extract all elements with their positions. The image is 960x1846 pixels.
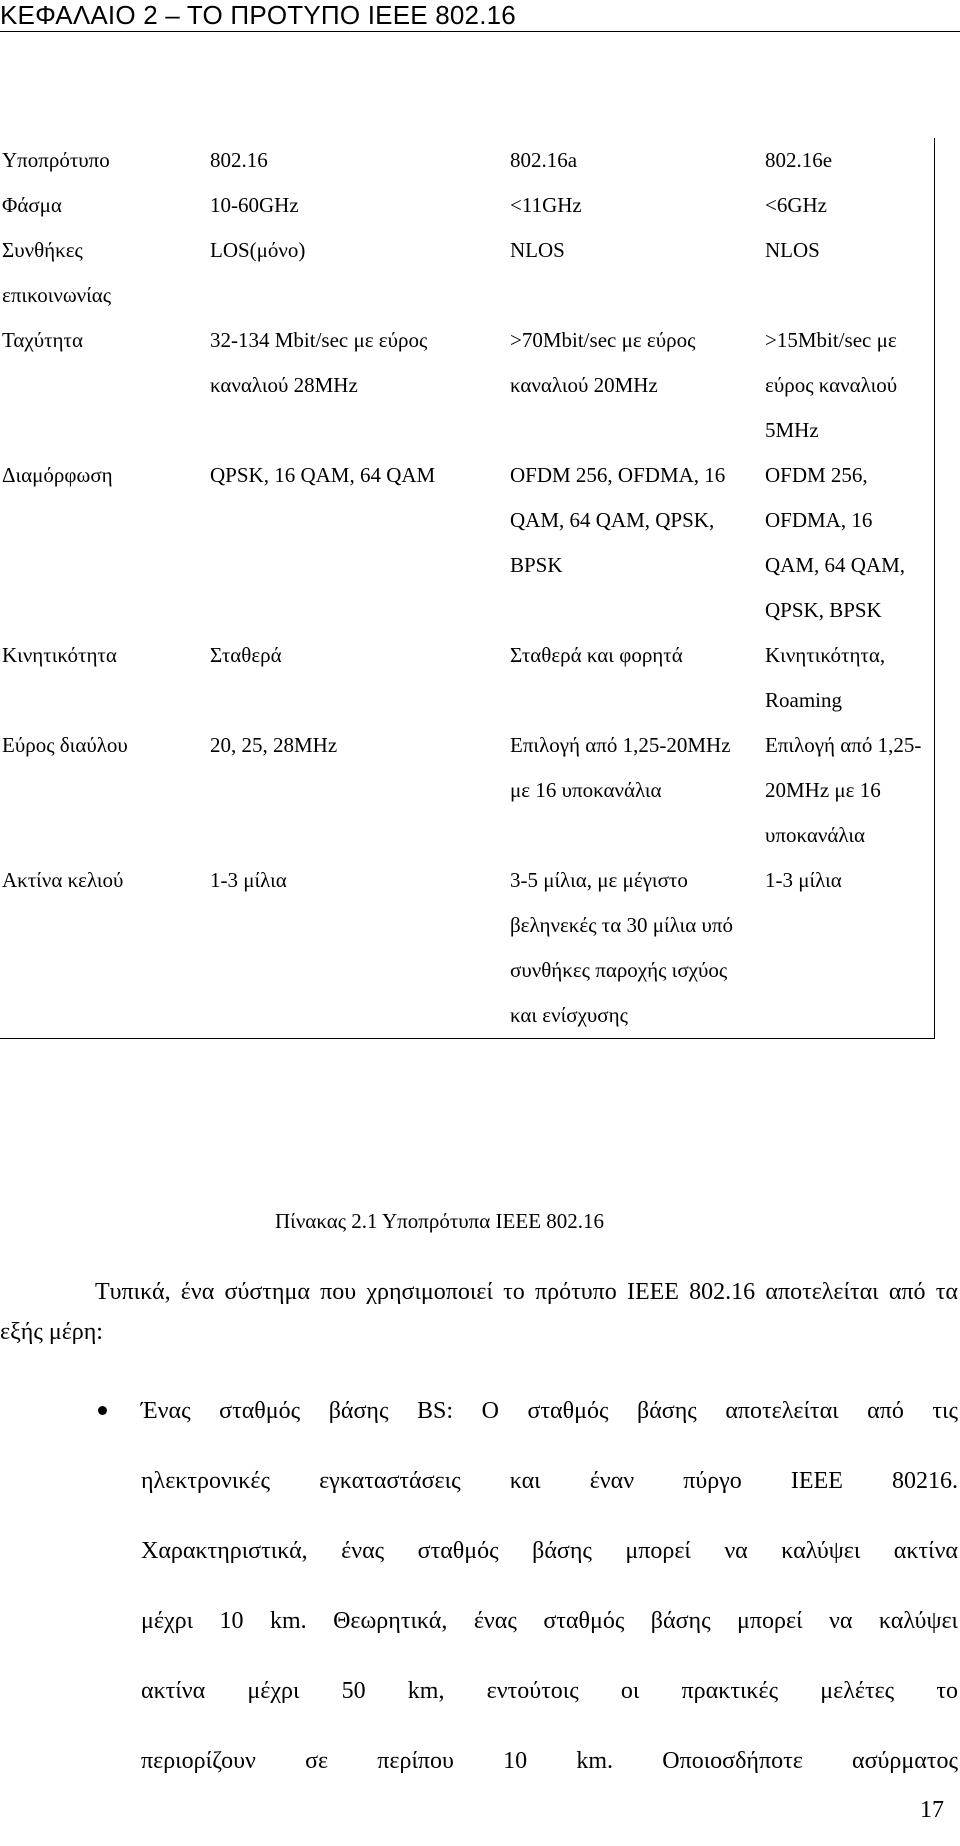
bullet-icon	[98, 1406, 107, 1415]
list-item	[0, 1376, 958, 1446]
table-cell: Σταθερά και φορητά	[510, 643, 683, 667]
table-cell: NLOS	[510, 238, 565, 262]
table-cell: 802.16e	[765, 148, 833, 172]
table-cell: Ταχύτητα	[2, 328, 83, 352]
bullet-line: μέχρι 10 km. Θεωρητικά, ένας σταθμός βάσης μπορεί να καλύψει	[141, 1608, 958, 1634]
table-cell: Επιλογή από 1,25-20MHz με 16 υποκανάλια	[510, 733, 731, 802]
table-cell: Συνθήκες επικοινωνίας	[2, 238, 112, 307]
spec-table-container	[0, 138, 934, 1039]
table-cell: <11GHz	[510, 193, 582, 217]
table-row	[0, 183, 934, 228]
table-cell: NLOS	[765, 238, 820, 262]
table-cell: Κινητικότητα	[2, 643, 117, 667]
list-item	[0, 1586, 958, 1656]
table-cell: 20, 25, 28MHz	[210, 733, 338, 757]
table-cell: LOS(μόνο)	[210, 238, 306, 262]
table-cell: <6GHz	[765, 193, 827, 217]
list-item	[0, 1516, 958, 1586]
table-row	[0, 633, 934, 723]
table-cell: 1-3 μίλια	[210, 868, 287, 892]
list-item	[0, 1446, 958, 1516]
table-cell: 3-5 μίλια, με μέγιστο βεληνεκές τα 30 μίλια υπό συνθήκες παροχής ισχύος και ενίσχυσης	[510, 868, 733, 1027]
list-item	[0, 1656, 958, 1726]
table-cell: Διαμόρφωση	[2, 463, 113, 487]
table-row	[0, 318, 934, 453]
table-row	[0, 228, 934, 318]
table-cell: 802.16	[210, 148, 268, 172]
page-number: 17	[920, 1797, 944, 1823]
header-rule	[0, 31, 960, 32]
bullet-line: Χαρακτηριστικά, ένας σταθμός βάσης μπορεί να καλύψει ακτίνα	[141, 1538, 958, 1564]
intro-paragraph	[0, 1272, 958, 1352]
list-item	[0, 1726, 958, 1796]
table-cell: QPSK, 16 QAM, 64 QAM	[210, 463, 436, 487]
table-cell: 32-134 Mbit/sec με εύρος καναλιού 28MHz	[210, 328, 428, 397]
table-cell: Ακτίνα κελιού	[2, 868, 124, 892]
bullet-line: Ένας σταθμός βάσης BS: Ο σταθμός βάσης αποτελείται από τις	[141, 1398, 958, 1424]
table-cell: Εύρος διαύλου	[2, 733, 128, 757]
bullet-list	[0, 1376, 958, 1796]
table-cell: Κινητικότητα, Roaming	[765, 643, 886, 712]
table-cell: >15Mbit/sec με εύρος καναλιού 5MHz	[765, 328, 898, 442]
bullet-line: ηλεκτρονικές εγκαταστάσεις και έναν πύργο IEEE 80216.	[141, 1468, 958, 1494]
chapter-header: ΚΕΦΑΛΑΙΟ 2 – ΤΟ ΠΡΟΤΥΠΟ IEEE 802.16	[0, 0, 516, 30]
intro-text: Τυπικά, ένα σύστημα που χρησιμοποιεί το πρότυπο IEEE 802.16 αποτελείται από τα εξής μέρη:	[0, 1279, 958, 1345]
table-cell: Σταθερά	[210, 643, 282, 667]
table-cell: Φάσμα	[2, 193, 62, 217]
table-row	[0, 858, 934, 1039]
table-cell: >70Mbit/sec με εύρος καναλιού 20MHz	[510, 328, 696, 397]
table-cell: 10-60GHz	[210, 193, 299, 217]
table-cell: Επιλογή από 1,25-20MHz με 16 υποκανάλια	[765, 733, 922, 847]
table-cell: OFDM 256, OFDMA, 16 QAM, 64 QAM, QPSK, BPSK	[510, 463, 726, 577]
table-cell: 802.16a	[510, 148, 578, 172]
table-cell: 1-3 μίλια	[765, 868, 842, 892]
table-caption: Πίνακας 2.1 Υποπρότυπα IEEE 802.16	[275, 1209, 605, 1233]
table-cell: OFDM 256, OFDMA, 16 QAM, 64 QAM, QPSK, BPSK	[765, 463, 906, 622]
table-row	[0, 453, 934, 633]
table-cell: Υποπρότυπο	[2, 148, 110, 172]
table-row	[0, 723, 934, 858]
table-row	[0, 138, 934, 183]
spec-table	[0, 138, 935, 1039]
bullet-line: ακτίνα μέχρι 50 km, εντούτοις οι πρακτικές μελέτες το	[141, 1678, 958, 1704]
bullet-line: περιορίζουν σε περίπου 10 km. Οποιοσδήποτε ασύρματος	[141, 1748, 958, 1774]
